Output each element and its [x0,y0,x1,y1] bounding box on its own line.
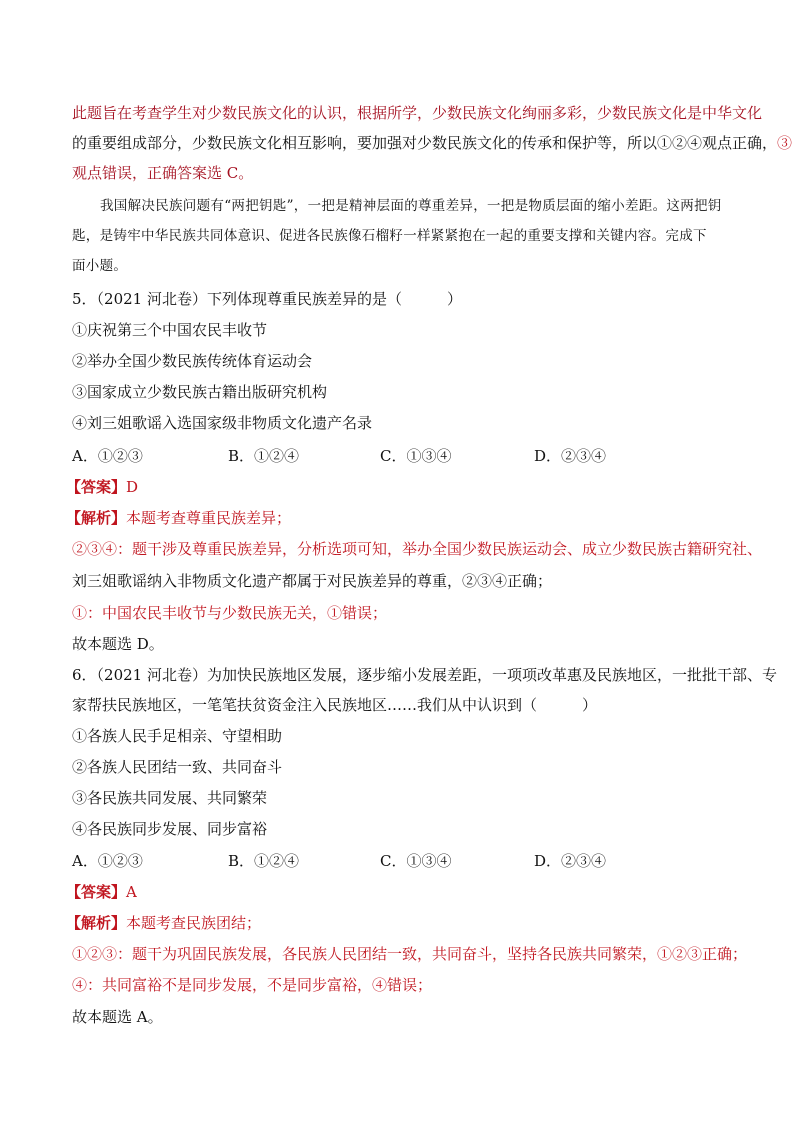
material-line-1: 我国解决民族问题有“两把钥匙”，一把是精神层面的尊重差异，一把是物质层面的缩小差距。这两把钥 [100,198,722,214]
intro-line-2-text: 的重要组成部分，少数民族文化相互影响，要加强对少数民族文化的传承和保护等，所以①②④观点正确， [72,134,778,152]
q6-item-1: ①各族人民手足相亲、守望相助 [72,727,283,745]
q6-conclusion: 故本题选 A。 [72,1008,163,1026]
q6-option-d: D．②③④ [534,852,607,870]
q6-analysis-title: 本题考查民族团结； [126,914,262,932]
q6-option-b: B．①②④ [228,852,300,870]
q6-analysis-line-1: ①②③：题干为巩固民族发展，各民族人民团结一致，共同奋斗，坚持各民族共同繁荣，①②③正确； [72,945,748,963]
q6-answer [66,882,137,902]
q5-item-3: ③国家成立少数民族古籍出版研究机构 [72,383,328,401]
q5-option-c: C．①③④ [380,447,452,465]
q5-answer-value: D [126,478,139,496]
q6-analysis-line-2: ④：共同富裕不是同步发展，不是同步富裕，④错误； [72,976,433,994]
q5-analysis-line-2: 刘三姐歌谣纳入非物质文化遗产都属于对民族差异的尊重，②③④正确； [72,572,553,590]
q5-stem: 5．（2021 河北卷）下列体现尊重民族差异的是（ ） [72,290,462,308]
intro-line-1: 此题旨在考查学生对少数民族文化的认识，根据所学，少数民族文化绚丽多彩，少数民族文化是中华文化 [72,104,763,122]
q6-option-a: A．①②③ [72,852,143,870]
q5-conclusion: 故本题选 D。 [72,635,164,653]
q6-analysis [66,913,261,933]
q6-answer-tag: 【答案】 [66,883,127,901]
intro-line-2 [72,133,792,153]
q6-item-4: ④各民族同步发展、同步富裕 [72,820,268,838]
q6-option-c: C．①③④ [380,852,452,870]
q5-option-a: A．①②③ [72,447,143,465]
q5-analysis-tag: 【解析】 [66,509,127,527]
material-line-2: 匙，是铸牢中华民族共同体意识、促进各民族像石榴籽一样紧紧抱在一起的重要支撑和关键内容。完成下 [72,228,707,244]
q5-option-b: B．①②④ [228,447,300,465]
q6-analysis-tag: 【解析】 [66,914,127,932]
q6-stem-line-1: 6．（2021 河北卷）为加快民族地区发展，逐步缩小发展差距，一项项改革惠及民族地区，一批批干部、专 [72,666,777,684]
material-line-3: 面小题。 [72,258,128,274]
q6-item-2: ②各族人民团结一致、共同奋斗 [72,758,283,776]
intro-line-2-red: ③ [777,134,793,152]
q5-analysis-title: 本题考查尊重民族差异； [126,509,292,527]
q5-analysis [66,508,291,528]
q6-answer-value: A [126,883,137,901]
q5-option-d: D．②③④ [534,447,607,465]
q5-item-1: ①庆祝第三个中国农民丰收节 [72,321,268,339]
q5-analysis-line-1: ②③④：题干涉及尊重民族差异，分析选项可知，举办全国少数民族运动会、成立少数民族古籍研究社、 [72,540,763,558]
q5-answer-tag: 【答案】 [66,478,127,496]
q5-item-4: ④刘三姐歌谣入选国家级非物质文化遗产名录 [72,414,373,432]
q5-item-2: ②举办全国少数民族传统体育运动会 [72,352,313,370]
q6-stem-line-2: 家帮扶民族地区，一笔笔扶贫资金注入民族地区……我们从中认识到（ ） [72,696,598,714]
q5-analysis-line-3: ①：中国农民丰收节与少数民族无关，①错误； [72,604,388,622]
intro-line-3: 观点错误，正确答案选 C。 [72,164,254,182]
q6-item-3: ③各民族共同发展、共同繁荣 [72,789,268,807]
q5-answer [66,477,138,497]
